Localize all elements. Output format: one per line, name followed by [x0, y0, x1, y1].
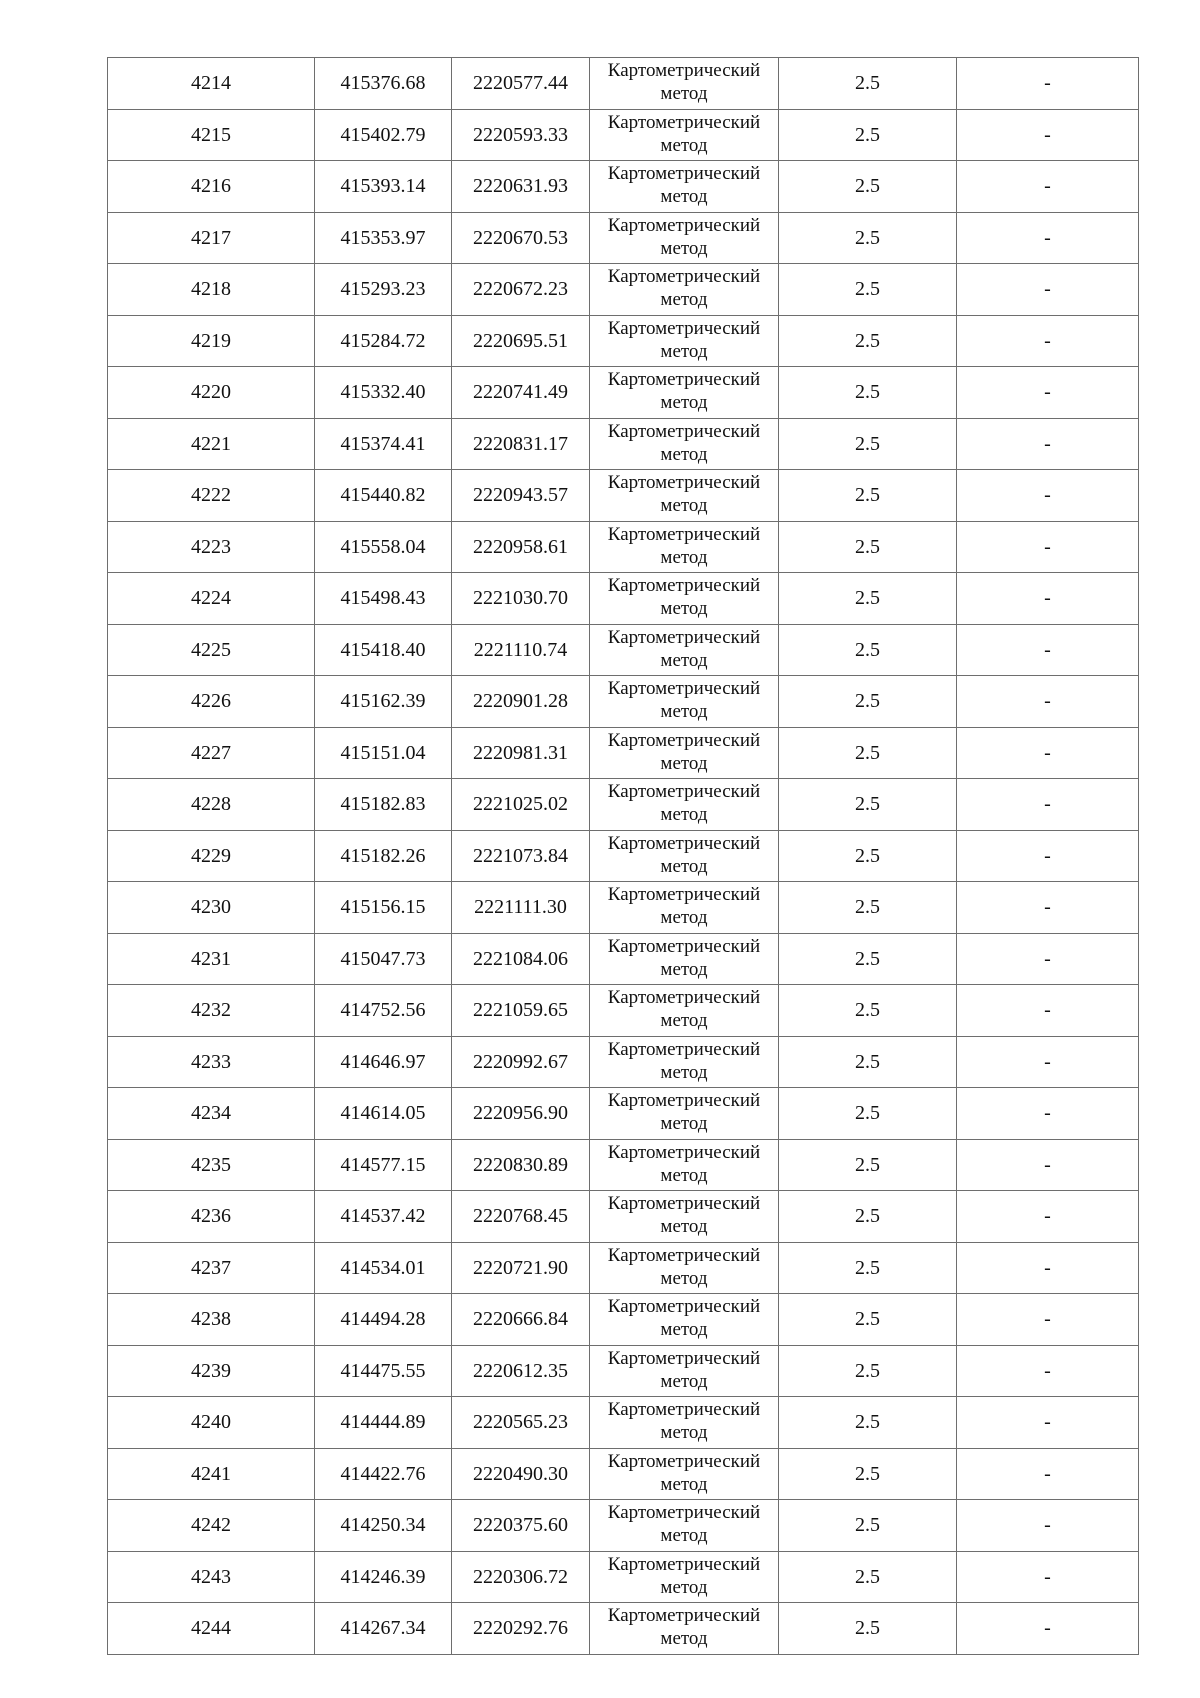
x-coordinate-cell: 415402.79 — [315, 109, 452, 161]
y-coordinate-cell: 2220490.30 — [452, 1448, 590, 1500]
x-coordinate-cell: 415182.26 — [315, 830, 452, 882]
y-coordinate-cell: 2221110.74 — [452, 624, 590, 676]
method-line-2: метод — [660, 340, 708, 362]
method-line-1: Картометрический — [607, 832, 761, 854]
method-cell — [590, 470, 779, 522]
table-row — [108, 161, 1139, 213]
y-coordinate-cell: 2220612.35 — [452, 1345, 590, 1397]
table-row — [108, 418, 1139, 470]
description-cell: - — [957, 1088, 1139, 1140]
point-number-cell: 4230 — [108, 882, 315, 934]
description-cell: - — [957, 573, 1139, 625]
table-row — [108, 624, 1139, 676]
method-line-2: метод — [660, 83, 708, 104]
table-row — [108, 779, 1139, 831]
x-coordinate-cell: 415374.41 — [315, 418, 452, 470]
accuracy-cell: 2.5 — [779, 676, 957, 728]
y-coordinate-cell: 2221025.02 — [452, 779, 590, 831]
accuracy-cell: 2.5 — [779, 315, 957, 367]
table-row — [108, 1139, 1139, 1191]
method-line-2: метод — [660, 752, 708, 774]
y-coordinate-cell: 2220631.93 — [452, 161, 590, 213]
method-line-1: Картометрический — [607, 626, 761, 648]
point-number-cell: 4226 — [108, 676, 315, 728]
accuracy-cell: 2.5 — [779, 1294, 957, 1346]
y-coordinate-cell: 2220741.49 — [452, 367, 590, 419]
table-row — [108, 676, 1139, 728]
accuracy-cell: 2.5 — [779, 1551, 957, 1603]
method-cell — [590, 624, 779, 676]
x-coordinate-cell: 414752.56 — [315, 985, 452, 1037]
description-cell: - — [957, 470, 1139, 522]
x-coordinate-cell: 414494.28 — [315, 1294, 452, 1346]
accuracy-cell: 2.5 — [779, 1088, 957, 1140]
method-line-2: метод — [660, 855, 708, 877]
description-cell: - — [957, 58, 1139, 110]
description-cell: - — [957, 1397, 1139, 1449]
description-cell: - — [957, 109, 1139, 161]
method-line-2: метод — [660, 1370, 708, 1392]
method-line-1: Картометрический — [607, 1090, 761, 1111]
x-coordinate-cell: 414267.34 — [315, 1603, 452, 1655]
point-number-cell: 4234 — [108, 1088, 315, 1140]
method-line-1: Картометрический — [607, 1038, 761, 1060]
method-line-1: Картометрический — [607, 1502, 761, 1523]
point-number-cell: 4244 — [108, 1603, 315, 1655]
method-cell — [590, 573, 779, 625]
y-coordinate-cell: 2220831.17 — [452, 418, 590, 470]
accuracy-cell: 2.5 — [779, 1448, 957, 1500]
method-line-1: Картометрический — [607, 1141, 761, 1163]
method-line-1: Картометрический — [607, 781, 761, 802]
method-line-1: Картометрический — [607, 163, 761, 184]
point-number-cell: 4219 — [108, 315, 315, 367]
table-row — [108, 882, 1139, 934]
accuracy-cell: 2.5 — [779, 624, 957, 676]
x-coordinate-cell: 415293.23 — [315, 264, 452, 316]
y-coordinate-cell: 2220958.61 — [452, 521, 590, 573]
method-cell — [590, 315, 779, 367]
description-cell: - — [957, 676, 1139, 728]
table-row — [108, 1345, 1139, 1397]
method-line-1: Картометрический — [607, 935, 761, 957]
y-coordinate-cell: 2221059.65 — [452, 985, 590, 1037]
method-line-2: метод — [660, 1422, 708, 1443]
point-number-cell: 4217 — [108, 212, 315, 264]
description-cell: - — [957, 1191, 1139, 1243]
accuracy-cell: 2.5 — [779, 1397, 957, 1449]
description-cell: - — [957, 727, 1139, 779]
y-coordinate-cell: 2220292.76 — [452, 1603, 590, 1655]
description-cell: - — [957, 264, 1139, 316]
method-cell — [590, 109, 779, 161]
x-coordinate-cell: 414475.55 — [315, 1345, 452, 1397]
method-cell — [590, 521, 779, 573]
method-cell — [590, 161, 779, 213]
y-coordinate-cell: 2220943.57 — [452, 470, 590, 522]
y-coordinate-cell: 2220565.23 — [452, 1397, 590, 1449]
description-cell: - — [957, 418, 1139, 470]
method-line-1: Картометрический — [607, 369, 761, 390]
x-coordinate-cell: 415353.97 — [315, 212, 452, 264]
x-coordinate-cell: 414422.76 — [315, 1448, 452, 1500]
accuracy-cell: 2.5 — [779, 1345, 957, 1397]
method-line-2: метод — [660, 237, 708, 259]
y-coordinate-cell: 2220666.84 — [452, 1294, 590, 1346]
accuracy-cell: 2.5 — [779, 573, 957, 625]
point-number-cell: 4227 — [108, 727, 315, 779]
description-cell: - — [957, 933, 1139, 985]
method-cell — [590, 727, 779, 779]
accuracy-cell: 2.5 — [779, 212, 957, 264]
point-number-cell: 4240 — [108, 1397, 315, 1449]
x-coordinate-cell: 415498.43 — [315, 573, 452, 625]
accuracy-cell: 2.5 — [779, 264, 957, 316]
method-cell — [590, 264, 779, 316]
method-line-1: Картометрический — [607, 678, 761, 699]
table-row — [108, 264, 1139, 316]
point-number-cell: 4233 — [108, 1036, 315, 1088]
description-cell: - — [957, 521, 1139, 573]
method-cell — [590, 367, 779, 419]
accuracy-cell: 2.5 — [779, 367, 957, 419]
method-line-2: метод — [660, 804, 708, 825]
y-coordinate-cell: 2220672.23 — [452, 264, 590, 316]
y-coordinate-cell: 2220956.90 — [452, 1088, 590, 1140]
table-row — [108, 1191, 1139, 1243]
table-row — [108, 1242, 1139, 1294]
accuracy-cell: 2.5 — [779, 1036, 957, 1088]
method-line-2: метод — [660, 289, 708, 310]
method-cell — [590, 1603, 779, 1655]
description-cell: - — [957, 367, 1139, 419]
table-row — [108, 1603, 1139, 1655]
method-cell — [590, 1551, 779, 1603]
table-row — [108, 985, 1139, 1037]
y-coordinate-cell: 2221111.30 — [452, 882, 590, 934]
method-line-1: Картометрический — [607, 987, 761, 1008]
table-row — [108, 1448, 1139, 1500]
point-number-cell: 4236 — [108, 1191, 315, 1243]
x-coordinate-cell: 415162.39 — [315, 676, 452, 728]
method-line-1: Картометрический — [607, 420, 761, 442]
accuracy-cell: 2.5 — [779, 109, 957, 161]
table-row — [108, 573, 1139, 625]
table-row — [108, 1294, 1139, 1346]
method-cell — [590, 1500, 779, 1552]
accuracy-cell: 2.5 — [779, 727, 957, 779]
method-cell — [590, 779, 779, 831]
method-cell — [590, 1294, 779, 1346]
accuracy-cell: 2.5 — [779, 58, 957, 110]
table-row — [108, 367, 1139, 419]
method-line-1: Картометрический — [607, 1605, 761, 1626]
table-row — [108, 109, 1139, 161]
method-cell — [590, 1139, 779, 1191]
method-cell — [590, 1036, 779, 1088]
point-number-cell: 4214 — [108, 58, 315, 110]
y-coordinate-cell: 2220768.45 — [452, 1191, 590, 1243]
method-line-2: метод — [660, 1164, 708, 1186]
point-number-cell: 4232 — [108, 985, 315, 1037]
description-cell: - — [957, 1139, 1139, 1191]
y-coordinate-cell: 2220901.28 — [452, 676, 590, 728]
method-cell — [590, 830, 779, 882]
method-line-2: метод — [660, 1113, 708, 1134]
description-cell: - — [957, 1551, 1139, 1603]
method-cell — [590, 212, 779, 264]
method-line-2: метод — [660, 1473, 708, 1495]
method-line-1: Картометрический — [607, 317, 761, 339]
x-coordinate-cell: 414646.97 — [315, 1036, 452, 1088]
accuracy-cell: 2.5 — [779, 470, 957, 522]
description-cell: - — [957, 1345, 1139, 1397]
x-coordinate-cell: 415393.14 — [315, 161, 452, 213]
x-coordinate-cell: 414537.42 — [315, 1191, 452, 1243]
table-row — [108, 1036, 1139, 1088]
method-cell — [590, 1191, 779, 1243]
description-cell: - — [957, 1294, 1139, 1346]
point-number-cell: 4241 — [108, 1448, 315, 1500]
coordinates-table — [107, 57, 1139, 1655]
table-body — [108, 58, 1139, 1655]
method-cell — [590, 676, 779, 728]
description-cell: - — [957, 1242, 1139, 1294]
table-row — [108, 315, 1139, 367]
point-number-cell: 4220 — [108, 367, 315, 419]
x-coordinate-cell: 415376.68 — [315, 58, 452, 110]
y-coordinate-cell: 2220981.31 — [452, 727, 590, 779]
method-line-1: Картометрический — [607, 1244, 761, 1266]
method-line-1: Картометрический — [607, 1296, 761, 1317]
method-line-1: Картометрический — [607, 60, 761, 81]
table-row — [108, 933, 1139, 985]
accuracy-cell: 2.5 — [779, 779, 957, 831]
method-line-2: метод — [660, 134, 708, 156]
method-line-1: Картометрический — [607, 472, 761, 493]
y-coordinate-cell: 2220830.89 — [452, 1139, 590, 1191]
description-cell: - — [957, 1036, 1139, 1088]
x-coordinate-cell: 415332.40 — [315, 367, 452, 419]
table-row — [108, 727, 1139, 779]
description-cell: - — [957, 161, 1139, 213]
accuracy-cell: 2.5 — [779, 830, 957, 882]
method-line-1: Картометрический — [607, 1399, 761, 1420]
point-number-cell: 4215 — [108, 109, 315, 161]
method-cell — [590, 933, 779, 985]
accuracy-cell: 2.5 — [779, 882, 957, 934]
method-line-1: Картометрический — [607, 214, 761, 236]
point-number-cell: 4221 — [108, 418, 315, 470]
method-line-2: метод — [660, 598, 708, 619]
table-row — [108, 58, 1139, 110]
point-number-cell: 4238 — [108, 1294, 315, 1346]
description-cell: - — [957, 1603, 1139, 1655]
method-line-2: метод — [660, 649, 708, 671]
accuracy-cell: 2.5 — [779, 521, 957, 573]
description-cell: - — [957, 315, 1139, 367]
x-coordinate-cell: 414444.89 — [315, 1397, 452, 1449]
method-line-1: Картометрический — [607, 1193, 761, 1214]
method-line-2: метод — [660, 1216, 708, 1237]
accuracy-cell: 2.5 — [779, 1191, 957, 1243]
method-line-2: метод — [660, 392, 708, 413]
method-cell — [590, 1397, 779, 1449]
method-line-2: метод — [660, 1267, 708, 1289]
accuracy-cell: 2.5 — [779, 933, 957, 985]
y-coordinate-cell: 2220577.44 — [452, 58, 590, 110]
table-row — [108, 1397, 1139, 1449]
y-coordinate-cell: 2220992.67 — [452, 1036, 590, 1088]
y-coordinate-cell: 2220306.72 — [452, 1551, 590, 1603]
point-number-cell: 4235 — [108, 1139, 315, 1191]
method-line-2: метод — [660, 443, 708, 465]
y-coordinate-cell: 2221073.84 — [452, 830, 590, 882]
x-coordinate-cell: 415151.04 — [315, 727, 452, 779]
accuracy-cell: 2.5 — [779, 418, 957, 470]
description-cell: - — [957, 1500, 1139, 1552]
y-coordinate-cell: 2220670.53 — [452, 212, 590, 264]
description-cell: - — [957, 779, 1139, 831]
method-line-1: Картометрический — [607, 1450, 761, 1472]
x-coordinate-cell: 414614.05 — [315, 1088, 452, 1140]
method-cell — [590, 882, 779, 934]
method-line-2: метод — [660, 1525, 708, 1546]
method-line-2: метод — [660, 701, 708, 722]
y-coordinate-cell: 2220375.60 — [452, 1500, 590, 1552]
method-line-1: Картометрический — [607, 729, 761, 751]
point-number-cell: 4229 — [108, 830, 315, 882]
method-line-2: метод — [660, 495, 708, 516]
method-line-1: Картометрический — [607, 575, 761, 596]
y-coordinate-cell: 2221030.70 — [452, 573, 590, 625]
accuracy-cell: 2.5 — [779, 161, 957, 213]
y-coordinate-cell: 2220695.51 — [452, 315, 590, 367]
point-number-cell: 4216 — [108, 161, 315, 213]
accuracy-cell: 2.5 — [779, 1500, 957, 1552]
method-line-2: метод — [660, 546, 708, 568]
x-coordinate-cell: 415156.15 — [315, 882, 452, 934]
method-cell — [590, 58, 779, 110]
x-coordinate-cell: 414246.39 — [315, 1551, 452, 1603]
description-cell: - — [957, 882, 1139, 934]
x-coordinate-cell: 415182.83 — [315, 779, 452, 831]
point-number-cell: 4223 — [108, 521, 315, 573]
point-number-cell: 4243 — [108, 1551, 315, 1603]
method-line-2: метод — [660, 1010, 708, 1031]
description-cell: - — [957, 985, 1139, 1037]
method-cell — [590, 1345, 779, 1397]
method-line-1: Картометрический — [607, 1553, 761, 1575]
method-cell — [590, 1088, 779, 1140]
method-line-1: Картометрический — [607, 266, 761, 287]
method-line-1: Картометрический — [607, 111, 761, 133]
table-row — [108, 212, 1139, 264]
table-row — [108, 1500, 1139, 1552]
table-row — [108, 1088, 1139, 1140]
method-cell — [590, 985, 779, 1037]
y-coordinate-cell: 2220593.33 — [452, 109, 590, 161]
table-row — [108, 1551, 1139, 1603]
point-number-cell: 4242 — [108, 1500, 315, 1552]
accuracy-cell: 2.5 — [779, 1242, 957, 1294]
x-coordinate-cell: 415284.72 — [315, 315, 452, 367]
table-row — [108, 470, 1139, 522]
x-coordinate-cell: 414250.34 — [315, 1500, 452, 1552]
point-number-cell: 4228 — [108, 779, 315, 831]
table-row — [108, 521, 1139, 573]
description-cell: - — [957, 624, 1139, 676]
point-number-cell: 4224 — [108, 573, 315, 625]
method-line-1: Картометрический — [607, 523, 761, 545]
point-number-cell: 4239 — [108, 1345, 315, 1397]
x-coordinate-cell: 415418.40 — [315, 624, 452, 676]
method-line-2: метод — [660, 1576, 708, 1598]
method-cell — [590, 1448, 779, 1500]
accuracy-cell: 2.5 — [779, 985, 957, 1037]
y-coordinate-cell: 2221084.06 — [452, 933, 590, 985]
method-cell — [590, 1242, 779, 1294]
point-number-cell: 4218 — [108, 264, 315, 316]
method-line-2: метод — [660, 958, 708, 980]
method-line-1: Картометрический — [607, 884, 761, 905]
accuracy-cell: 2.5 — [779, 1139, 957, 1191]
x-coordinate-cell: 414534.01 — [315, 1242, 452, 1294]
x-coordinate-cell: 415047.73 — [315, 933, 452, 985]
y-coordinate-cell: 2220721.90 — [452, 1242, 590, 1294]
point-number-cell: 4231 — [108, 933, 315, 985]
description-cell: - — [957, 830, 1139, 882]
method-line-1: Картометрический — [607, 1347, 761, 1369]
x-coordinate-cell: 415558.04 — [315, 521, 452, 573]
x-coordinate-cell: 414577.15 — [315, 1139, 452, 1191]
description-cell: - — [957, 212, 1139, 264]
accuracy-cell: 2.5 — [779, 1603, 957, 1655]
table-row — [108, 830, 1139, 882]
method-line-2: метод — [660, 1319, 708, 1340]
point-number-cell: 4225 — [108, 624, 315, 676]
x-coordinate-cell: 415440.82 — [315, 470, 452, 522]
method-line-2: метод — [660, 1628, 708, 1649]
method-line-2: метод — [660, 907, 708, 928]
point-number-cell: 4237 — [108, 1242, 315, 1294]
point-number-cell: 4222 — [108, 470, 315, 522]
method-cell — [590, 418, 779, 470]
method-line-2: метод — [660, 1061, 708, 1083]
method-line-2: метод — [660, 186, 708, 207]
description-cell: - — [957, 1448, 1139, 1500]
